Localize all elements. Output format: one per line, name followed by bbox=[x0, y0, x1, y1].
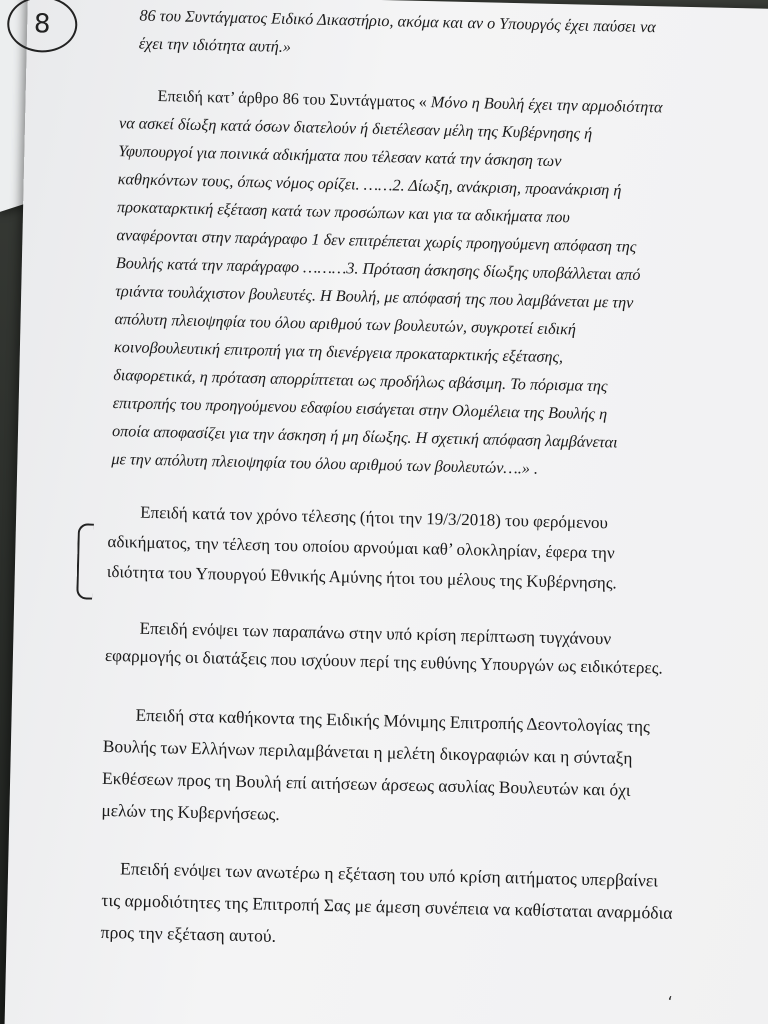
document-page bbox=[4, 0, 768, 1024]
text-line: Εκθέσεων προς τη Βουλή επί αιτήσεων άρσεως ασυλίας Βουλευτών και όχι bbox=[101, 767, 631, 800]
text-line: Επειδή κατά τον χρόνο τέλεσης (ήτοι την 19/3/2018) του φερόμενου bbox=[140, 502, 609, 533]
text-line: μελών της Κυβερνήσεως. bbox=[101, 799, 281, 824]
text-line: 86 του Συντάγματος Ειδικό Δικαστήριο, ακόμα και αν ο Υπουργός έχει παύσει να bbox=[139, 6, 657, 37]
handwritten-bracket bbox=[76, 523, 94, 599]
text-line: Βουλής των Ελλήνων περιλαμβάνεται η μελέτη δικογραφιών και η σύνταξη bbox=[102, 735, 633, 768]
text-line: οποία αποφασίζει για την άσκηση ή μη δίωξης. Η σχετική απόφαση λαμβάνεται bbox=[111, 422, 618, 452]
text-line: τις αρμοδιότητες της Επιτροπή Σας με άμεση συνέπεια να καθίσταται αναρμόδια bbox=[101, 889, 673, 923]
text-line: κοινοβουλευτική επιτροπή για τη διενέργεια προκαταρκτικής εξέτασης, bbox=[113, 338, 564, 367]
handwritten-mark: ، bbox=[667, 986, 673, 1004]
text-line: τριάντα τουλάχιστον βουλευτές. Η Βουλή, με απόφασή της που λαμβάνεται με την bbox=[115, 282, 634, 312]
text-line: ιδιότητα του Υπουργού Εθνικής Αμύνης ήτοι του μέλους της Κυβέρνησης. bbox=[106, 561, 618, 593]
text-line: απόλυτη πλειοψηφία του όλου αριθμού των βουλευτών, συγκροτεί ειδική bbox=[114, 310, 577, 339]
text-line: αδικήματος, την τέλεση του οποίου αρνούμαι καθ’ ολοκληρίαν, έφερα την bbox=[107, 531, 615, 563]
text-line: έχει την ιδιότητα αυτή.» bbox=[138, 34, 292, 56]
text-line: καθηκόντων τους, όπως νόμος ορίζει. ……2. Δίωξη, ανάκριση, προανάκριση ή bbox=[117, 170, 622, 200]
text-line: Επειδή κατ’ άρθρο 86 του Συντάγματος « Μόνο η Βουλή έχει την αρμοδιότητα bbox=[157, 86, 663, 117]
text-line: με την απόλυτη πλειοψηφία του όλου αριθμού των βουλευτών….» . bbox=[111, 450, 539, 478]
handwritten-page-number: 8 bbox=[7, 0, 78, 53]
text-line: Επειδή στα καθήκοντα της Ειδικής Μόνιμης Επιτροπής Δεοντολογίας της bbox=[135, 704, 651, 737]
text-line: διαφορετικά, η πρόταση απορρίπτεται ως προδήλως αβάσιμη. Το πόρισμα της bbox=[113, 366, 608, 396]
text-line: επιτροπής του προηγούμενου εδαφίου εισάγεται στην Ολομέλεια της Βουλής η bbox=[112, 394, 608, 424]
text-line: προκαταρκτική εξέταση κατά των προσώπων και για τα αδικήματα που bbox=[116, 198, 571, 227]
text-line: Υφυπουργοί για ποινικά αδικήματα που τέλεσαν κατά την άσκηση των bbox=[118, 142, 562, 171]
text-line: εφαρμογής οι διατάξεις που ισχύουν περί της ευθύνης Υπουργών ως ειδικότερες. bbox=[104, 645, 664, 678]
text-line: Επειδή ενόψει των παραπάνω στην υπό κρίση περίπτωση τυγχάνουν bbox=[139, 618, 612, 649]
text-line: αναφέρονται στην παράγραφο 1 δεν επιτρέπεται χωρίς προηγούμενη απόφαση της bbox=[116, 226, 637, 256]
text-line: Βουλής κατά την παράγραφο ………3. Πρόταση άσκησης δίωξης υποβάλλεται από bbox=[115, 254, 641, 284]
text-line: Επειδή ενόψει των ανωτέρω η εξέταση του υπό κρίση αιτήματος υπερβαίνει bbox=[119, 858, 659, 891]
text-line: προς την εξέταση αυτού. bbox=[100, 921, 277, 946]
text-line: να ασκεί δίωξη κατά όσων διατελούν ή διετέλεσαν μέλη της Κυβέρνησης ή bbox=[118, 114, 593, 143]
